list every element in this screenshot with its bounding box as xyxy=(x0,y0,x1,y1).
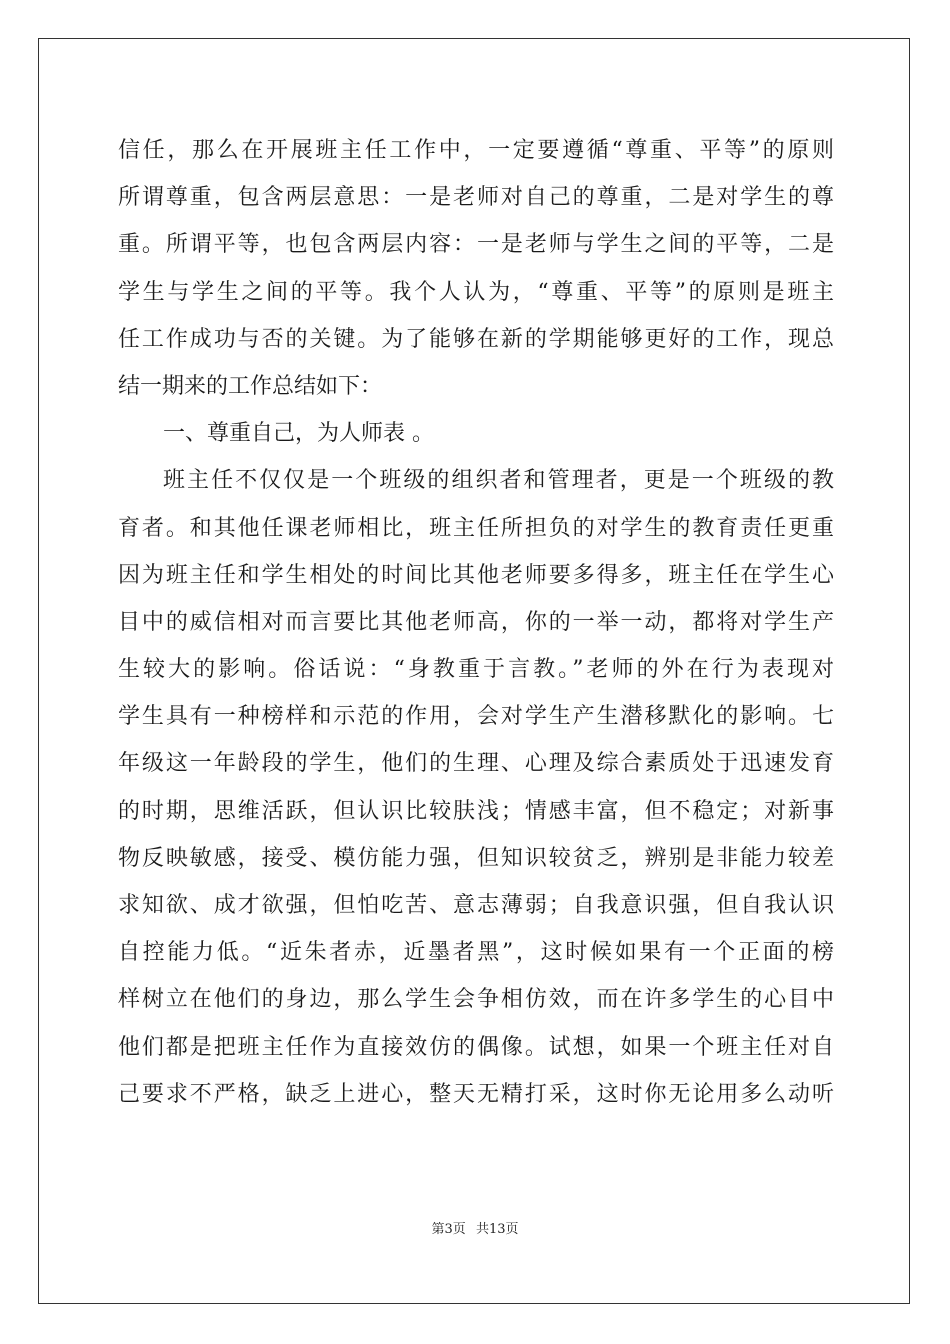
text-line: 物反映敏感，接受、模仿能力强，但知识较贫乏，辨别是非能力较差 xyxy=(118,845,834,871)
text-line: 信任，那么在开展班主任工作中，一定要遵循“尊重、平等”的原则 xyxy=(118,138,834,163)
text-line: 学生与学生之间的平等。我个人认为，“尊重、平等”的原则是班主 xyxy=(118,279,834,305)
section-heading: 一、尊重自己，为人师表 。 xyxy=(163,421,434,447)
page-number: 第3页 xyxy=(431,1222,466,1237)
text-line: 因为班主任和学生相处的时间比其他老师要多得多，班主任在学生心 xyxy=(118,562,834,588)
text-line: 的时期，思维活跃，但认识比较肤浅；情感丰富，但不稳定；对新事 xyxy=(118,798,834,824)
text-line: 所谓尊重，包含两层意思：一是老师对自己的尊重，二是对学生的尊 xyxy=(118,185,834,211)
text-line: 班主任不仅仅是一个班级的组织者和管理者，更是一个班级的教 xyxy=(163,468,834,494)
text-line: 自控能力低。“近朱者赤，近墨者黑”，这时候如果有一个正面的榜 xyxy=(118,940,834,966)
text-line: 年级这一年龄段的学生，他们的生理、心理及综合素质处于迅速发育 xyxy=(118,751,834,777)
page-total: 共13页 xyxy=(475,1222,519,1237)
text-line: 他们都是把班主任作为直接效仿的偶像。试想，如果一个班主任对自 xyxy=(118,1034,834,1060)
text-line: 目中的威信相对而言要比其他老师高，你的一举一动，都将对学生产 xyxy=(118,609,834,635)
text-line: 任工作成功与否的关键。为了能够在新的学期能够更好的工作，现总 xyxy=(118,326,834,352)
text-line: 结一期来的工作总结如下： xyxy=(118,373,383,399)
text-line: 育者。和其他任课老师相比，班主任所担负的对学生的教育责任更重 xyxy=(118,515,834,541)
text-line: 样树立在他们的身边，那么学生会争相仿效，而在许多学生的心目中 xyxy=(118,987,834,1013)
text-line: 生较大的影响。俗话说：“身教重于言教。”老师的外在行为表现对 xyxy=(118,657,834,683)
text-line: 学生具有一种榜样和示范的作用，会对学生产生潜移默化的影响。七 xyxy=(118,704,834,730)
document-body xyxy=(118,127,834,1118)
text-line: 求知欲、成才欲强，但怕吃苦、意志薄弱；自我意识强，但自我认识 xyxy=(118,893,834,918)
page-footer xyxy=(0,1218,950,1237)
text-line: 己要求不严格，缺乏上进心，整天无精打采，这时你无论用多么动听 xyxy=(118,1081,834,1107)
text-line: 重。所谓平等，也包含两层内容：一是老师与学生之间的平等，二是 xyxy=(118,232,834,258)
